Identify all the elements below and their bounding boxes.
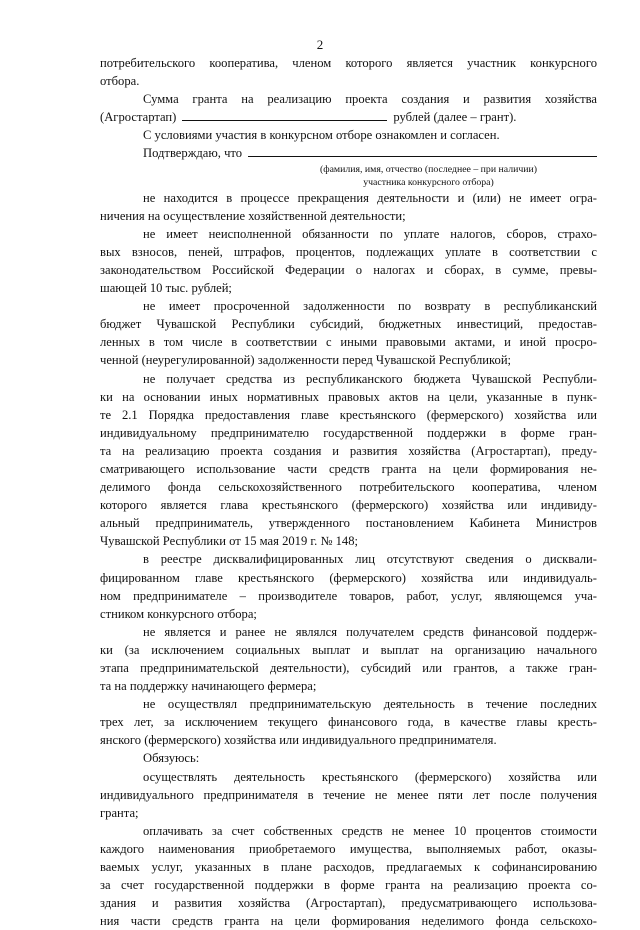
text-line: бюджет Чувашской Республики субсидий, бюджетных инвестиций, предостав- [100, 317, 597, 332]
participant-name-blank [248, 144, 597, 157]
text-line: не является и ранее не являлся получателем средств финансовой поддерж- [143, 624, 597, 639]
text-line: янского (фермерского) хозяйства или индивидуального предпринимателя. [100, 733, 497, 748]
text-line: за счет государственной поддержки в форме гранта на реализацию проекта со- [100, 878, 597, 893]
text-line: здания и развития хозяйства (Агростартап), предусматривающего использова- [100, 896, 597, 911]
confirm-line [100, 144, 597, 162]
text-line: ки на основании иных нормативных правовых актов на цели, указанные в пунк- [100, 389, 597, 404]
field-caption: (фамилия, имя, отчество (последнее – при наличии) [319, 163, 538, 175]
text-line: не имеет неисполненной обязанности по уплате налогов, сборов, страхо- [143, 226, 597, 241]
text-line: ничения на осуществление хозяйственной деятельности; [100, 208, 406, 223]
text-line: делимого фонда сельскохозяйственного потребительского кооператива, членом [100, 480, 597, 495]
text-line: Сумма гранта на реализацию проекта создания и развития хозяйства [143, 92, 597, 107]
text-line: каждого наименования приобретаемого имущества, выполняемых работ, оказы- [100, 841, 597, 856]
text-fragment: рублей (далее – грант). [393, 110, 517, 125]
text-line: гранта; [100, 805, 139, 820]
text-line: сматривающего использование части средств гранта на цели формирования не- [100, 461, 597, 476]
text-fragment: Подтверждаю, что [143, 146, 243, 161]
text-line: индивидуального предпринимателя в течение не менее пяти лет после получения [100, 787, 597, 802]
text-line: индивидуальному предпринимателю государственной поддержки в форме гран- [100, 425, 597, 440]
text-line: С условиями участия в конкурсном отборе ознакомлен и согласен. [143, 128, 500, 143]
text-line: этапа предпринимательской деятельности), субсидий или грантов, а также гран- [100, 661, 597, 675]
text-fragment: (Агростартап) [100, 110, 177, 125]
text-line: ченной (неурегулированной) задолженности перед Чувашской Республикой; [100, 353, 512, 368]
text-line: ном предпринимателе – производителе товаров, работ, услуг, являющемся уча- [100, 588, 597, 603]
text-line: ки (за исключением социальных выплат и выплат на организацию начального [100, 642, 597, 657]
text-line: отбора. [100, 74, 140, 89]
text-line: не получает средства из республиканского бюджета Чувашской Республи- [143, 371, 597, 386]
text-line: Чувашской Республики от 15 мая 2019 г. № 148; [100, 534, 358, 549]
text-line: те 2.1 Порядка предоставления главе крестьянского (фермерского) хозяйства или [100, 407, 597, 422]
text-line: ваемых услуг, указанных в плане расходов, предлагаемых к софинансированию [100, 860, 597, 875]
text-line: Обязуюсь: [143, 751, 200, 766]
text-line: в реестре дисквалифицированных лиц отсутствуют сведения о дисквали- [143, 552, 597, 567]
grant-amount-blank [182, 108, 387, 121]
text-line: та на реализацию проекта создания и развития хозяйства (Агростартап), преду- [100, 443, 597, 458]
text-line: которого является глава крестьянского (фермерского) хозяйства или индивиду- [100, 498, 597, 513]
text-line: не осуществлял предпринимательскую деятельность в течение последних [143, 697, 597, 712]
text-line: ленных в том числе в соответствии с иными правовыми актами, и иной просро- [100, 335, 597, 350]
text-line: шающей 10 тыс. рублей; [100, 281, 232, 296]
text-line: потребительского кооператива, членом которого является участник конкурсного [100, 56, 597, 70]
text-line: вых взносов, пеней, штрафов, процентов, подлежащих уплате в соответствии с [100, 244, 597, 259]
text-line: альный предприниматель, утвержденного постановлением Кабинета Министров [100, 516, 597, 531]
field-caption: участника конкурсного отбора) [363, 176, 494, 188]
text-line: не находится в процессе прекращения деятельности и (или) не имеет огра- [143, 190, 597, 205]
text-line: оплачивать за счет собственных средств не менее 10 процентов стоимости [143, 823, 597, 838]
text-line: не имеет просроченной задолженности по возврату в республиканский [143, 299, 597, 314]
text-line: стником конкурсного отбора; [100, 606, 257, 621]
text-line: фицированном главе крестьянского (фермерского) хозяйства или индивидуаль- [100, 570, 597, 585]
text-line: осуществлять деятельность крестьянского (фермерского) хозяйства или [143, 769, 597, 784]
document-body [100, 54, 597, 930]
page-number: 2 [316, 37, 324, 52]
text-line: та на поддержку начинающего фермера; [100, 679, 317, 694]
text-line: ния части средств гранта на цели формирования неделимого фонда сельскохо- [100, 914, 597, 929]
text-line: законодательством Российской Федерации о налогах и сборах, в сумме, превы- [100, 262, 597, 277]
text-line: трех лет, за исключением текущего финансового года, в качестве главы кресть- [100, 715, 597, 730]
grant-amount-line [100, 108, 597, 126]
